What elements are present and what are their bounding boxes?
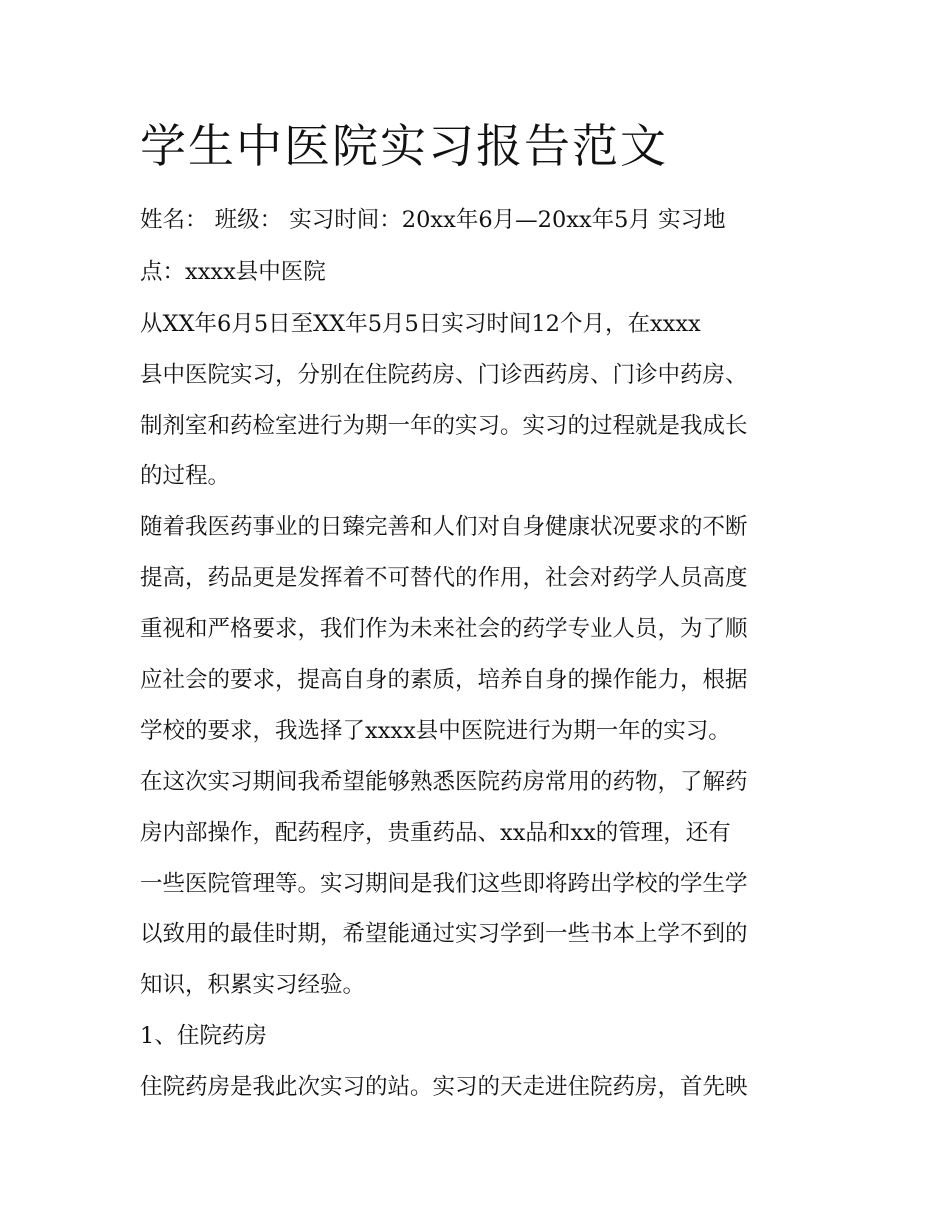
paragraph-line: 应社会的要求，提高自身的素质，培养自身的操作能力，根据: [140, 667, 748, 693]
paragraph-line: 的过程。: [140, 463, 231, 489]
paragraph-line: 在这次实习期间我希望能够熟悉医院药房常用的药物，了解药: [140, 769, 748, 795]
paragraph-line: 一些医院管理等。实习期间是我们这些即将跨出学校的学生学: [140, 871, 748, 897]
info-line-1: 姓名： 班级： 实习时间：20xx年6月—20xx年5月 实习地: [140, 207, 726, 233]
paragraph-line: 随着我医药事业的日臻完善和人们对自身健康状况要求的不断: [140, 514, 748, 540]
page-title: 学生中医院实习报告范文: [140, 119, 668, 173]
paragraph-line: 从XX年6月5日至XX年5月5日实习时间12个月，在xxxx: [140, 311, 701, 337]
paragraph-line: 知识，积累实习经验。: [140, 972, 366, 998]
paragraph-line: 制剂室和药检室进行为期一年的实习。实习的过程就是我成长: [140, 413, 748, 439]
paragraph-line: 房内部操作，配药程序，贵重药品、xx品和xx的管理，还有: [140, 820, 731, 846]
section-heading: 1、住院药房: [140, 1023, 267, 1049]
paragraph-line: 重视和严格要求，我们作为未来社会的药学专业人员，为了顺: [140, 616, 748, 642]
info-line-2: 点：xxxx县中医院: [140, 259, 326, 285]
paragraph-line: 住院药房是我此次实习的站。实习的天走进住院药房，首先映: [140, 1074, 748, 1100]
paragraph-line: 县中医院实习，分别在住院药房、门诊西药房、门诊中药房、: [140, 362, 748, 388]
paragraph-line: 以致用的最佳时期，希望能通过实习学到一些书本上学不到的: [140, 921, 748, 947]
paragraph-line: 学校的要求，我选择了xxxx县中医院进行为期一年的实习。: [140, 718, 731, 744]
paragraph-line: 提高，药品更是发挥着不可替代的作用，社会对药学人员高度: [140, 565, 748, 591]
